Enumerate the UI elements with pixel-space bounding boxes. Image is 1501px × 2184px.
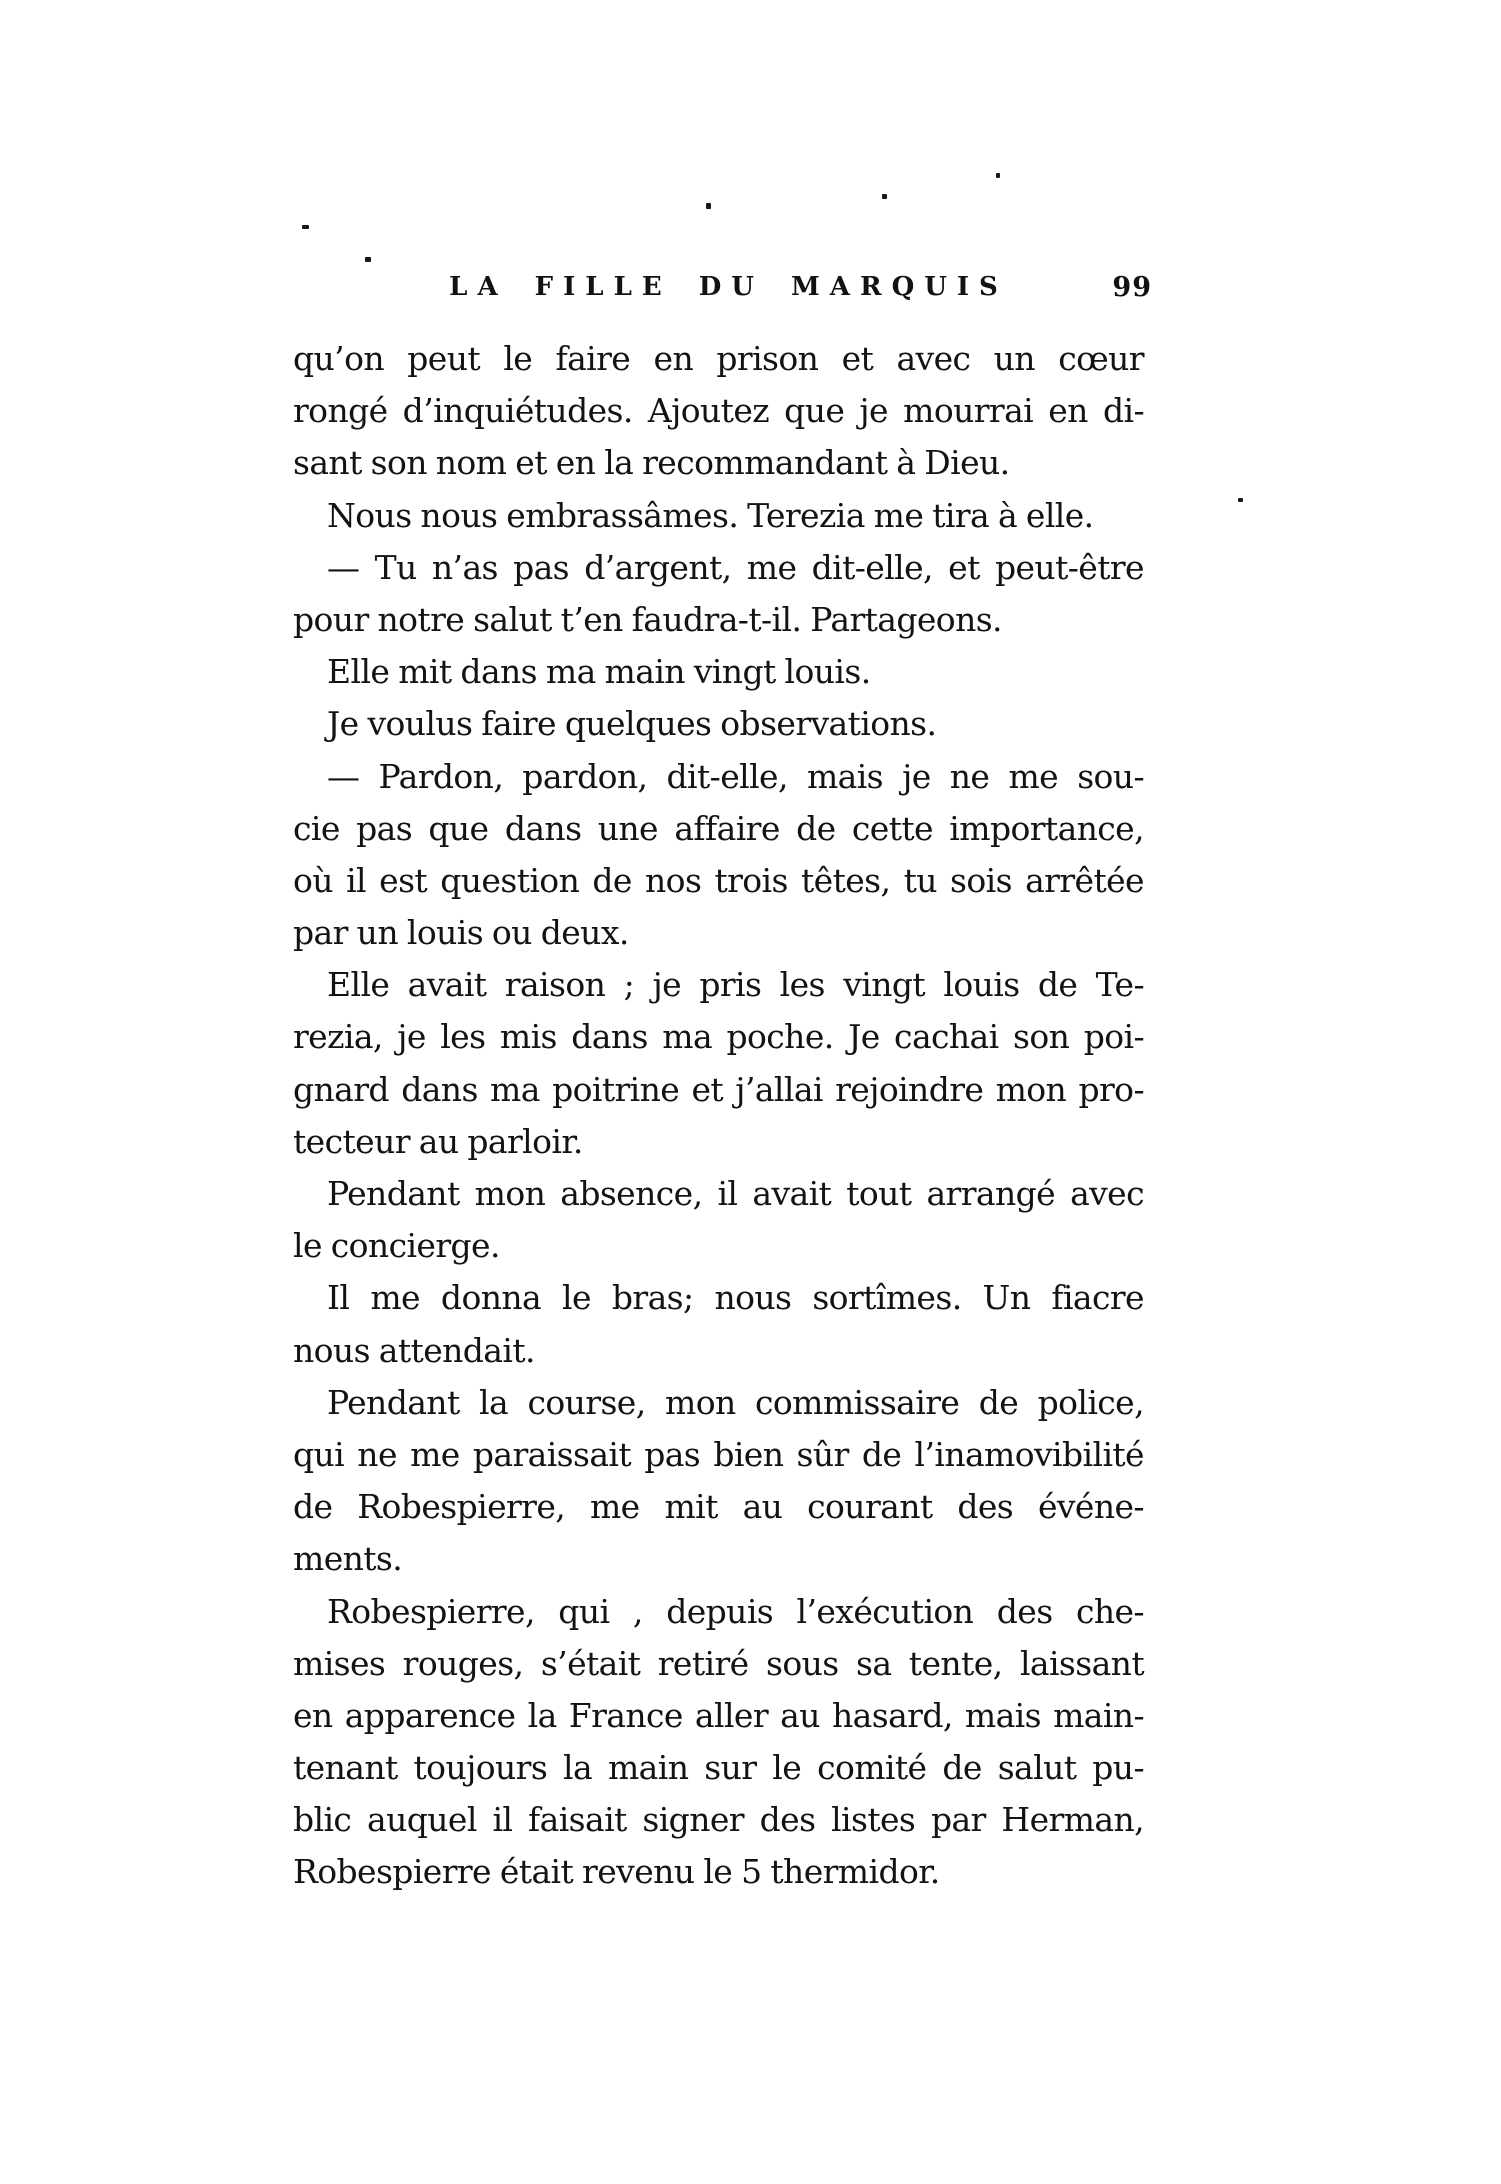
text-line: ments.	[293, 1539, 403, 1579]
text-line: tenant toujours la main sur le comité de salut pu-	[293, 1748, 1144, 1788]
scan-speck	[1238, 498, 1243, 502]
running-header	[293, 272, 1152, 312]
text-line: Robespierre était revenu le 5 thermidor.	[293, 1852, 940, 1892]
text-line: Je voulus faire quelques observations.	[327, 704, 937, 744]
text-line: Elle mit dans ma main vingt louis.	[327, 652, 871, 692]
text-line: — Tu n’as pas d’argent, me dit-elle, et peut-être	[327, 547, 1144, 587]
text-line: Elle avait raison ; je pris les vingt louis de Te-	[327, 965, 1144, 1005]
text-line: — Pardon, pardon, dit-elle, mais je ne me sou-	[327, 756, 1144, 796]
text-line: qui ne me paraissait pas bien sûr de l’inamovibilité	[293, 1434, 1144, 1474]
text-line: blic auquel il faisait signer des listes par Herman,	[293, 1800, 1144, 1840]
scan-speck	[302, 225, 309, 229]
text-line: cie pas que dans une affaire de cette importance,	[293, 808, 1144, 848]
scan-speck	[882, 194, 887, 199]
text-line: qu’on peut le faire en prison et avec un cœur	[293, 339, 1144, 378]
page-header-title: LA FILLE DU MARQUIS	[449, 272, 1008, 302]
text-line: nous attendait.	[293, 1330, 535, 1370]
text-line: mises rouges, s’était retiré sous sa tente, laissant	[293, 1643, 1144, 1683]
text-line: où il est question de nos trois têtes, tu sois arrêtée	[293, 860, 1144, 900]
text-line: sant son nom et en la recommandant à Dieu.	[293, 443, 1010, 483]
page-body	[293, 333, 1144, 1899]
text-line: rezia, je les mis dans ma poche. Je cachai son poi-	[293, 1017, 1144, 1057]
page-number: 99	[1112, 272, 1152, 303]
text-line: rongé d’inquiétudes. Ajoutez que je mourrai en di-	[293, 391, 1144, 431]
text-line: gnard dans ma poitrine et j’allai rejoindre mon pro-	[293, 1069, 1144, 1109]
text-line: le concierge.	[293, 1226, 500, 1266]
text-line: en apparence la France aller au hasard, mais main-	[293, 1695, 1144, 1735]
scan-speck	[365, 257, 371, 262]
text-line: par un louis ou deux.	[293, 913, 629, 953]
text-line: Nous nous embrassâmes. Terezia me tira à elle.	[327, 495, 1094, 535]
text-line: tecteur au parloir.	[293, 1121, 583, 1161]
text-line: pour notre salut t’en faudra-t-il. Partageons.	[293, 599, 1002, 639]
scan-speck	[996, 173, 1000, 178]
text-line: Pendant mon absence, il avait tout arrangé avec	[327, 1174, 1144, 1213]
text-line: Robespierre, qui , depuis l’exécution des che-	[327, 1591, 1144, 1631]
text-line: Il me donna le bras; nous sortîmes. Un fiacre	[327, 1278, 1144, 1318]
text-line: de Robespierre, me mit au courant des événe-	[293, 1487, 1144, 1527]
text-line: Pendant la course, mon commissaire de police,	[327, 1382, 1144, 1422]
scan-speck	[706, 203, 711, 209]
